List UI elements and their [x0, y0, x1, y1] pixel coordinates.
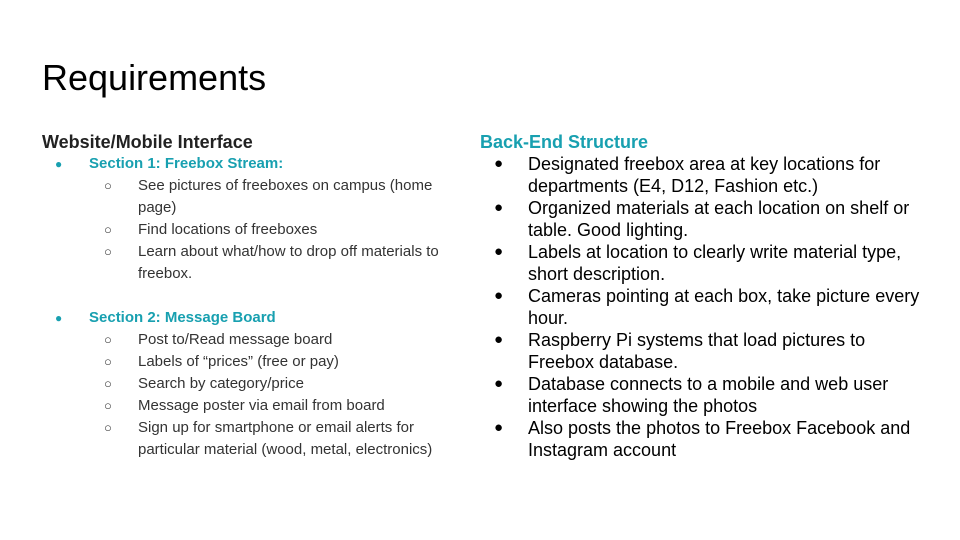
list-item	[42, 351, 462, 373]
list-item	[480, 373, 930, 417]
bullet-icon: ●	[494, 375, 504, 392]
bullet-icon: ●	[494, 287, 504, 304]
section-title-text: Section 1: Freebox Stream:	[89, 155, 284, 172]
back-end-structure-column	[480, 131, 930, 461]
list-item	[42, 219, 462, 241]
list-item-text: See pictures of freeboxes on campus (home page)	[138, 177, 433, 216]
section-title	[42, 307, 462, 329]
list-item	[42, 329, 462, 351]
list-item-text: Cameras pointing at each box, take picture every hour.	[528, 286, 920, 328]
list-item-text: Search by category/price	[138, 375, 304, 392]
section-2-message-board	[42, 307, 462, 461]
list-item	[42, 241, 462, 285]
list-item-text: Labels of “prices” (free or pay)	[138, 353, 339, 370]
hollow-bullet-icon: ○	[104, 222, 112, 237]
hollow-bullet-icon: ○	[104, 420, 112, 435]
bullet-icon: ●	[494, 331, 504, 348]
section-1-freebox-stream	[42, 153, 462, 285]
back-end-structure-heading: Back-End Structure	[480, 132, 649, 152]
list-item-text: Learn about what/how to drop off materials to freebox.	[138, 243, 439, 282]
bullet-icon: ●	[494, 155, 504, 172]
hollow-bullet-icon: ○	[104, 376, 112, 391]
list-item	[42, 175, 462, 219]
bullet-icon: ●	[494, 243, 504, 260]
hollow-bullet-icon: ○	[104, 178, 112, 193]
list-item-text: Database connects to a mobile and web user interface showing the photos	[528, 374, 889, 416]
slide-title: Requirements	[42, 57, 267, 98]
bullet-icon: ●	[494, 419, 504, 436]
hollow-bullet-icon: ○	[104, 332, 112, 347]
list-item-text: Sign up for smartphone or email alerts for particular material (wood, metal, electronics)	[138, 419, 433, 458]
hollow-bullet-icon: ○	[104, 354, 112, 369]
list-item-text: Labels at location to clearly write material type, short description.	[528, 242, 902, 284]
bullet-icon: ●	[55, 311, 63, 325]
hollow-bullet-icon: ○	[104, 244, 112, 259]
section-title	[42, 153, 462, 175]
back-end-list	[480, 153, 930, 461]
list-item-text: Message poster via email from board	[138, 397, 385, 414]
list-item-text: Find locations of freeboxes	[138, 221, 318, 238]
list-item	[480, 197, 930, 241]
spacer	[42, 285, 462, 307]
section-title-text: Section 2: Message Board	[89, 309, 276, 326]
list-item-text: Organized materials at each location on shelf or table. Good lighting.	[528, 198, 910, 240]
list-item	[480, 285, 930, 329]
list-item	[42, 395, 462, 417]
list-item-text: Also posts the photos to Freebox Facebook and Instagram account	[528, 418, 911, 460]
list-item	[42, 373, 462, 395]
bullet-icon: ●	[494, 199, 504, 216]
list-item	[480, 329, 930, 373]
hollow-bullet-icon: ○	[104, 398, 112, 413]
bullet-icon: ●	[55, 157, 63, 171]
list-item-text: Designated freebox area at key locations for departments (E4, D12, Fashion etc.)	[528, 154, 881, 196]
list-item	[480, 153, 930, 197]
website-mobile-interface-column	[42, 131, 462, 461]
list-item	[42, 417, 462, 461]
list-item-text: Raspberry Pi systems that load pictures to Freebox database.	[528, 330, 866, 372]
section-1-list	[42, 175, 462, 285]
section-2-list	[42, 329, 462, 461]
list-item	[480, 241, 930, 285]
list-item-text: Post to/Read message board	[138, 331, 333, 348]
list-item	[480, 417, 930, 461]
website-mobile-interface-heading: Website/Mobile Interface	[42, 132, 253, 152]
